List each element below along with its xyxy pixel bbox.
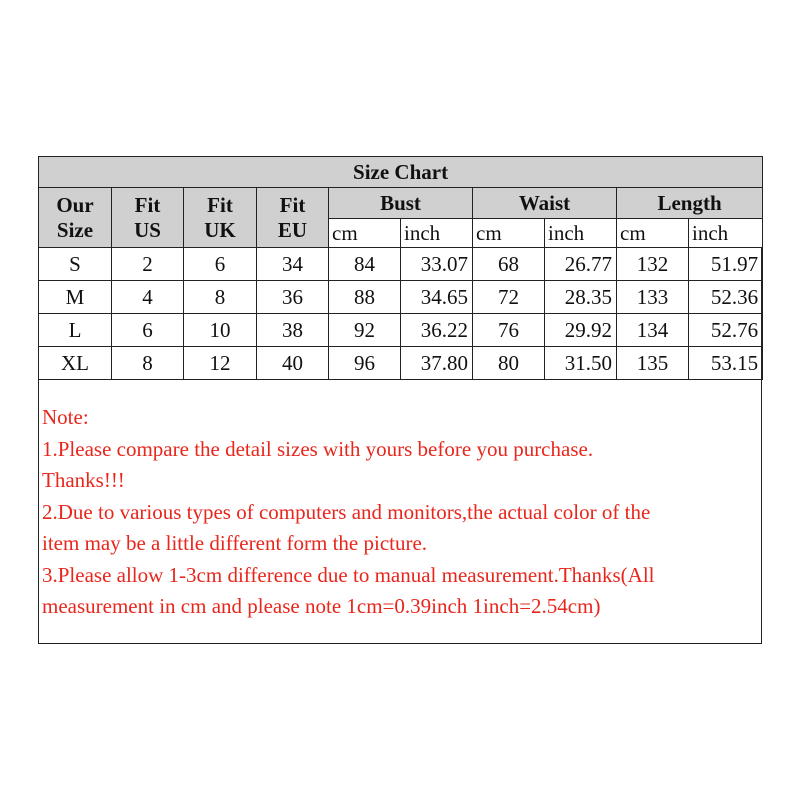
cell-bust-cm: 92 [329, 314, 401, 347]
note-heading: Note: [42, 405, 89, 429]
unit-waist-cm: cm [473, 219, 545, 248]
cell-waist-cm: 80 [473, 347, 545, 380]
cell-uk: 12 [184, 347, 257, 380]
cell-eu: 36 [257, 281, 329, 314]
cell-length-cm: 133 [617, 281, 689, 314]
cell-size: XL [39, 347, 112, 380]
cell-bust-cm: 96 [329, 347, 401, 380]
cell-waist-cm: 76 [473, 314, 545, 347]
header-length: Length [617, 188, 763, 219]
cell-us: 4 [112, 281, 184, 314]
note-line: 2.Due to various types of computers and monitors,the actual color of the [42, 499, 651, 524]
header-bust: Bust [329, 188, 473, 219]
cell-eu: 38 [257, 314, 329, 347]
cell-length-inch: 51.97 [689, 248, 763, 281]
cell-waist-inch: 28.35 [545, 281, 617, 314]
cell-size: L [39, 314, 112, 347]
cell-length-inch: 52.36 [689, 281, 763, 314]
cell-waist-inch: 29.92 [545, 314, 617, 347]
cell-eu: 40 [257, 347, 329, 380]
note-line: Thanks!!! [42, 468, 125, 492]
header-waist: Waist [473, 188, 617, 219]
table-row [39, 314, 763, 347]
cell-bust-inch: 36.22 [401, 314, 473, 347]
table-row [39, 248, 763, 281]
cell-uk: 6 [184, 248, 257, 281]
cell-size: S [39, 248, 112, 281]
table-row [39, 281, 763, 314]
cell-bust-inch: 34.65 [401, 281, 473, 314]
cell-size: M [39, 281, 112, 314]
cell-waist-cm: 68 [473, 248, 545, 281]
cell-uk: 8 [184, 281, 257, 314]
note-line: 3.Please allow 1-3cm difference due to manual measurement.Thanks(All [42, 562, 655, 587]
chart-title: Size Chart [39, 157, 763, 188]
cell-bust-cm: 88 [329, 281, 401, 314]
cell-bust-cm: 84 [329, 248, 401, 281]
cell-waist-inch: 26.77 [545, 248, 617, 281]
cell-eu: 34 [257, 248, 329, 281]
cell-waist-inch: 31.50 [545, 347, 617, 380]
cell-bust-inch: 33.07 [401, 248, 473, 281]
cell-length-cm: 134 [617, 314, 689, 347]
note-line: 1.Please compare the detail sizes with yours before you purchase. [42, 436, 594, 461]
unit-length-cm: cm [617, 219, 689, 248]
header-our-size: Our Size [39, 188, 112, 248]
cell-us: 2 [112, 248, 184, 281]
cell-us: 6 [112, 314, 184, 347]
header-fit-us: Fit US [112, 188, 184, 248]
note-line: item may be a little different form the picture. [42, 531, 428, 555]
notes-section [42, 402, 758, 623]
cell-waist-cm: 72 [473, 281, 545, 314]
cell-length-cm: 132 [617, 248, 689, 281]
unit-bust-cm: cm [329, 219, 401, 248]
note-line: measurement in cm and please note 1cm=0.39inch 1inch=2.54cm) [42, 594, 601, 618]
size-chart-table [38, 156, 763, 380]
cell-bust-inch: 37.80 [401, 347, 473, 380]
unit-waist-inch: inch [545, 219, 617, 248]
cell-length-inch: 53.15 [689, 347, 763, 380]
cell-us: 8 [112, 347, 184, 380]
cell-length-inch: 52.76 [689, 314, 763, 347]
cell-length-cm: 135 [617, 347, 689, 380]
unit-bust-inch: inch [401, 219, 473, 248]
header-fit-uk: Fit UK [184, 188, 257, 248]
header-fit-eu: Fit EU [257, 188, 329, 248]
unit-length-inch: inch [689, 219, 763, 248]
cell-uk: 10 [184, 314, 257, 347]
table-row [39, 347, 763, 380]
